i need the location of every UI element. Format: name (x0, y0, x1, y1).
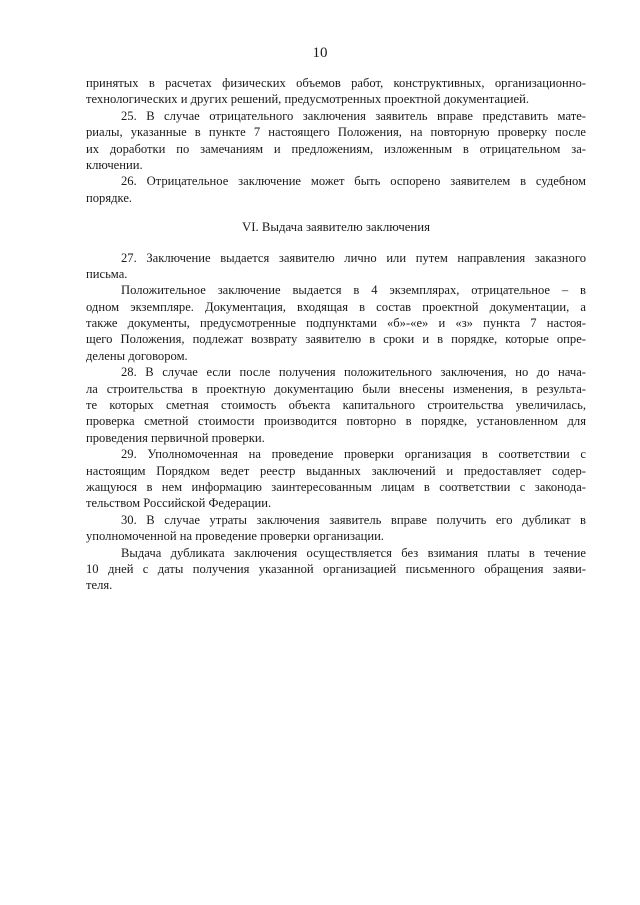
text-line: 25. В случае отрицательного заключения заявитель вправе представить мате- (121, 108, 586, 123)
text-line: Выдача дубликата заключения осуществляется без взимания платы в течение (121, 545, 586, 560)
text-line: письма. (86, 266, 128, 281)
text-line: 27. Заключение выдается заявителю лично или путем направления заказного (121, 250, 586, 265)
text-line: ключении. (86, 157, 143, 172)
text-line: принятых в расчетах физических объемов работ, конструктивных, организационно- (86, 76, 586, 90)
text-line: технологических и других решений, предусмотренных проектной документацией. (86, 92, 529, 107)
text-line: 29. Уполномоченная на проведение проверки организация в соответствии с (121, 447, 586, 462)
paragraph-p27 (86, 250, 586, 283)
text-line: тельством Российской Федерации. (86, 496, 272, 511)
text-line: Положительное заключение выдается в 4 экземплярах, отрицательное – в (121, 283, 586, 298)
paragraph-p26 (86, 173, 586, 206)
section-heading: VI. Выдача заявителю заключения (241, 220, 431, 235)
page-number: 10 (312, 45, 328, 61)
text-line: проверка сметной стоимости производится повторно в порядке, установленном для (86, 414, 586, 429)
text-line: жащуюся в нем информацию заинтересованным лицам в соответствии с законода- (86, 480, 586, 494)
text-line: ла строительства в проектную документацию были внесены изменения, в результа- (86, 381, 586, 396)
text-line: также документы, предусмотренные подпунктами «б»-«е» и «з» пункта 7 настоя- (86, 316, 586, 331)
text-line: порядке. (86, 190, 133, 205)
paragraph-p24-cont (86, 75, 586, 108)
text-line: 28. В случае если после получения положительного заключения, но до нача- (121, 365, 586, 380)
text-line: делены договором. (86, 348, 188, 363)
paragraph-p29 (86, 446, 586, 512)
text-line: теля. (86, 578, 113, 593)
paragraph-p27-b (86, 282, 586, 364)
text-line: проведения первичной проверки. (86, 430, 265, 445)
paragraph-p28 (86, 364, 586, 446)
text-line: те которых сметная стоимость объекта капитального строительства увеличилась, (86, 398, 586, 413)
paragraphs-after-heading (86, 250, 586, 594)
text-line: щего Положения, подлежат возврату заявителю в сроки и в порядке, которые опре- (86, 332, 586, 347)
text-line: 10 дней с даты получения указанной организацией письменного обращения заяви- (86, 561, 586, 576)
document-body (86, 75, 586, 594)
text-line: риалы, указанные в пункте 7 настоящего Положения, на повторную проверку после (86, 125, 586, 140)
text-line: 26. Отрицательное заключение может быть оспорено заявителем в судебном (121, 174, 586, 189)
text-line: настоящим Порядком ведет реестр выданных заключений и предоставляет содер- (86, 463, 586, 478)
text-line: их доработки по замечаниям и предложениям, изложенным в отрицательном за- (86, 141, 586, 156)
paragraphs-before-heading (86, 75, 586, 206)
text-line: одном экземпляре. Документация, входящая в состав проектной документации, а (86, 299, 586, 314)
text-line: уполномоченной на проведение проверки организации. (86, 529, 384, 544)
paragraph-p30-b (86, 545, 586, 594)
paragraph-p30 (86, 512, 586, 545)
paragraph-p25 (86, 108, 586, 174)
text-line: 30. В случае утраты заключения заявитель вправе получить его дубликат в (121, 512, 586, 527)
